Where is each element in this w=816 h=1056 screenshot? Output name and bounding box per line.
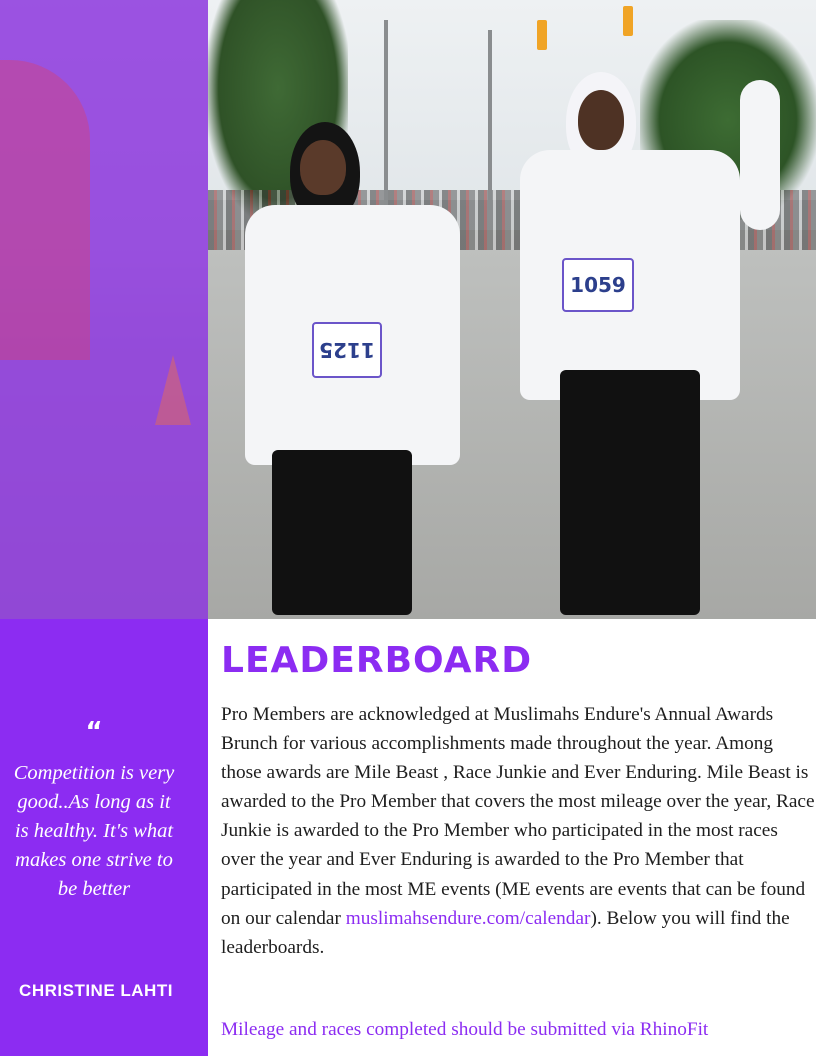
traffic-cone-icon <box>155 355 191 425</box>
bib-left: 1125 <box>312 322 382 378</box>
page-title: LEADERBOARD <box>221 640 533 681</box>
quote-author: CHRISTINE LAHTI <box>19 981 173 1000</box>
photo-purple-overlay <box>0 0 208 619</box>
traffic-light-icon <box>623 6 633 36</box>
body-paragraph <box>221 700 815 962</box>
photo-pole <box>488 30 492 210</box>
traffic-light-icon <box>537 20 547 50</box>
body-text-part: Pro Members are acknowledged at Muslimahs Endure's Annual Awards Brunch for various accomplishments made throughout the year. Among those awards are Mile Beast , Race Junkie and Ever Enduring. Mile Beast is awarded to the Pro Member that covers the most mileage over the year, Race Junkie is awarded to the Pro Member who participated in the most races over the year and Ever Enduring is awarded to the Pro Member that participated in the most ME events (ME events are events that can be found on our calendar <box>221 704 815 929</box>
quote-mark-icon: “ <box>85 717 103 747</box>
calendar-link[interactable]: muslimahsendure.com/calendar <box>345 907 591 929</box>
bib-right: 1059 <box>562 258 634 312</box>
quote-sidebar <box>0 619 208 1056</box>
body-text-part: ). Below you will find the leaderboards. <box>221 907 790 958</box>
banner-flag-icon <box>0 60 90 360</box>
quote-text: Competition is very good..As long as it is healthy. It's what makes one strive to be better <box>13 762 175 900</box>
submission-note: Mileage and races completed should be submitted via RhinoFit <box>221 1019 709 1040</box>
